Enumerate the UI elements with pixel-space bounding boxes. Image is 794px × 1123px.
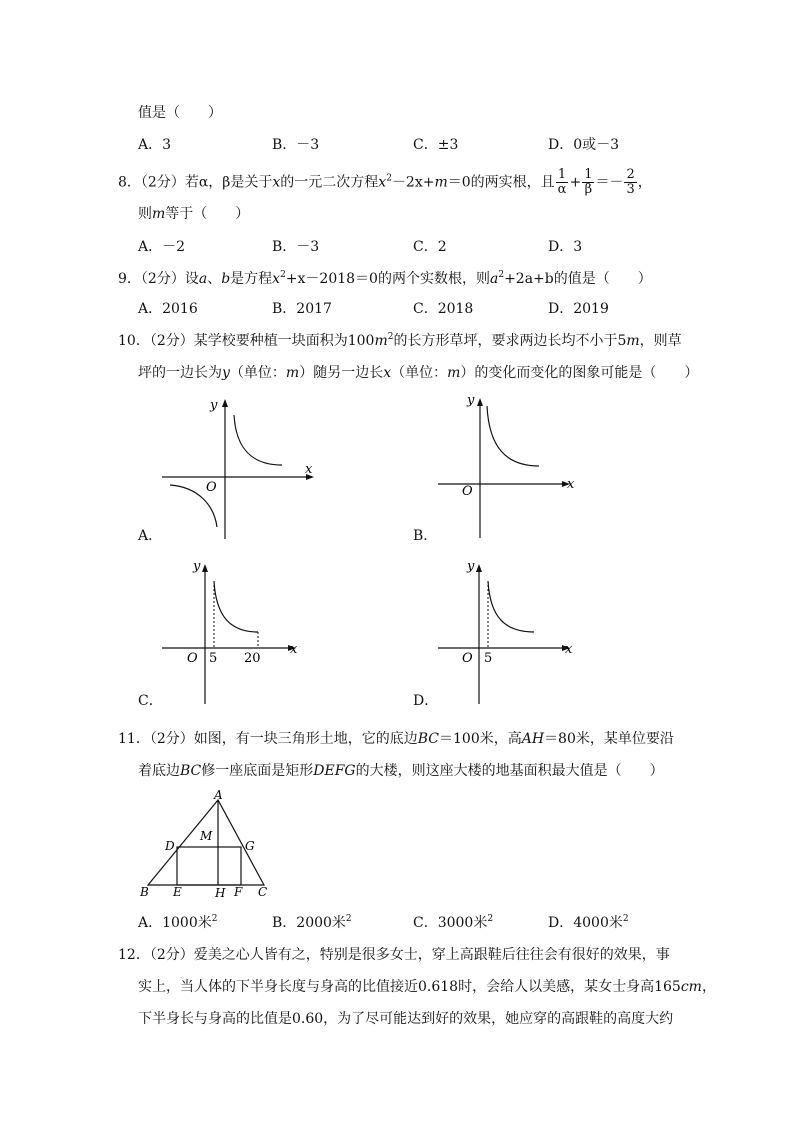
fraction-1-over-alpha: $\frac{1}{\alpha}$ <box>557 167 567 197</box>
label-d: D <box>165 839 175 853</box>
q11-stem-line1: 11．（2分）如图，有一块三角形土地，它的底边BC＝100米，高AH＝80米，某单位要沿 <box>118 731 674 747</box>
origin-label: O <box>462 651 473 666</box>
q10-graph-a <box>158 395 318 540</box>
fraction-1-over-beta: $\frac{1}{\beta}$ <box>584 167 593 197</box>
origin-label: O <box>206 480 217 495</box>
y-label: y <box>467 393 475 408</box>
q10-stem-line2: 坪的一边长为y（单位：m）随另一边长x（单位：m）的变化而变化的图象可能是（ ） <box>138 365 699 381</box>
label-e: E <box>173 885 182 899</box>
q9-option-d[interactable]: D．2019 <box>548 301 609 317</box>
q8-option-a[interactable]: A．－2 <box>138 239 186 255</box>
curve-quadrant-1 <box>487 406 539 466</box>
q11-option-d[interactable]: D．4000米$^2$ <box>548 914 629 931</box>
q10-graph-d <box>434 558 584 706</box>
q7-option-d[interactable]: D．0或－3 <box>548 137 620 153</box>
tick-label-5: 5 <box>484 651 493 666</box>
q9-option-c[interactable]: C．2018 <box>413 301 474 317</box>
label-m: M <box>200 829 213 843</box>
q10-graph-b <box>434 392 584 540</box>
fraction-2-over-3: $\frac{2}{3}$ <box>626 167 635 197</box>
q8-stem-line2: 则m等于（ ） <box>138 206 250 222</box>
q7-option-a[interactable]: A．3 <box>138 137 172 153</box>
q7-option-c[interactable]: C．±3 <box>413 137 459 153</box>
q12-stem-line3: 下半身长与身高的比值是0.60，为了尽可能达到好的效果，她应穿的高跟鞋的高度大约 <box>138 1011 674 1027</box>
q8-option-c[interactable]: C．2 <box>413 239 447 255</box>
y-axis-arrow <box>222 399 228 407</box>
q7-option-b[interactable]: B．－3 <box>272 137 320 153</box>
q12-stem-line1: 12．（2分）爱美之心人皆有之，特别是很多女士，穿上高跟鞋后往往会有很好的效果，事 <box>118 947 670 963</box>
curve-segment <box>214 581 258 632</box>
x-label: x <box>290 642 298 657</box>
q9-stem: 9．（2分）设a、b是方程$x^2+x-2018=0$的两个实数根，则$a^2+2a+b$的值是（ ） <box>118 270 652 287</box>
origin-label: O <box>462 484 473 499</box>
q11-stem-line2: 着底边BC修一座底面是矩形DEFG的大楼，则这座大楼的地基面积最大值是（ ） <box>138 763 664 779</box>
q10-option-c[interactable]: C． <box>138 693 163 709</box>
q10-stem-line1: 10．（2分）某学校要种植一块面积为$100m^2$的长方形草坪，要求两边长均不小于5m，则草 <box>118 332 682 349</box>
origin-label: O <box>187 651 198 666</box>
y-axis-arrow <box>477 398 483 406</box>
x-label: x <box>567 477 575 492</box>
label-h: H <box>215 886 226 900</box>
q11-option-a[interactable]: A．1000米$^2$ <box>138 914 218 931</box>
curve-quadrant-1 <box>234 415 282 465</box>
q11-option-b[interactable]: B．2000米$^2$ <box>272 914 352 931</box>
y-label: y <box>210 398 218 413</box>
y-label: y <box>193 559 201 574</box>
curve-from-5 <box>488 581 534 632</box>
q9-option-a[interactable]: A．2016 <box>138 301 198 317</box>
q10-option-d[interactable]: D． <box>413 693 439 709</box>
q10-option-b[interactable]: B． <box>413 528 438 544</box>
q11-option-c[interactable]: C．3000米$^2$ <box>413 914 494 931</box>
q8-option-d[interactable]: D．3 <box>548 239 583 255</box>
q9-option-b[interactable]: B．2017 <box>272 301 332 317</box>
tick-label-20: 20 <box>244 651 261 666</box>
x-label: x <box>565 642 573 657</box>
q8-option-b[interactable]: B．－3 <box>272 239 320 255</box>
label-a: A <box>214 788 223 802</box>
q10-option-a[interactable]: A． <box>138 528 163 544</box>
y-axis-arrow <box>202 564 208 572</box>
label-c: C <box>258 885 268 899</box>
q7-tail-line: 值是（ ） <box>138 105 222 121</box>
tick-label-5: 5 <box>209 651 218 666</box>
label-g: G <box>245 839 255 853</box>
rectangle-defg <box>177 847 241 885</box>
y-axis-arrow <box>476 564 482 572</box>
label-f: F <box>234 885 243 899</box>
x-label: x <box>305 462 313 477</box>
q10-graph-c <box>158 558 308 706</box>
label-b: B <box>140 885 149 899</box>
q12-stem-line2: 实上，当人体的下半身长度与身高的比值接近0.618时，会给人以美感，某女士身高165cm， <box>138 979 716 995</box>
q11-triangle-figure <box>136 788 281 900</box>
q8-stem-line1: 8．（2分）若α，β是关于x的一元二次方程$x^2-2x+m=0$的两实根，且 $\frac{1}{\alpha}$ + $\frac{1}{\beta}$ ＝－ $\frac{2}{3}$ ， <box>118 167 652 197</box>
y-label: y <box>467 559 475 574</box>
